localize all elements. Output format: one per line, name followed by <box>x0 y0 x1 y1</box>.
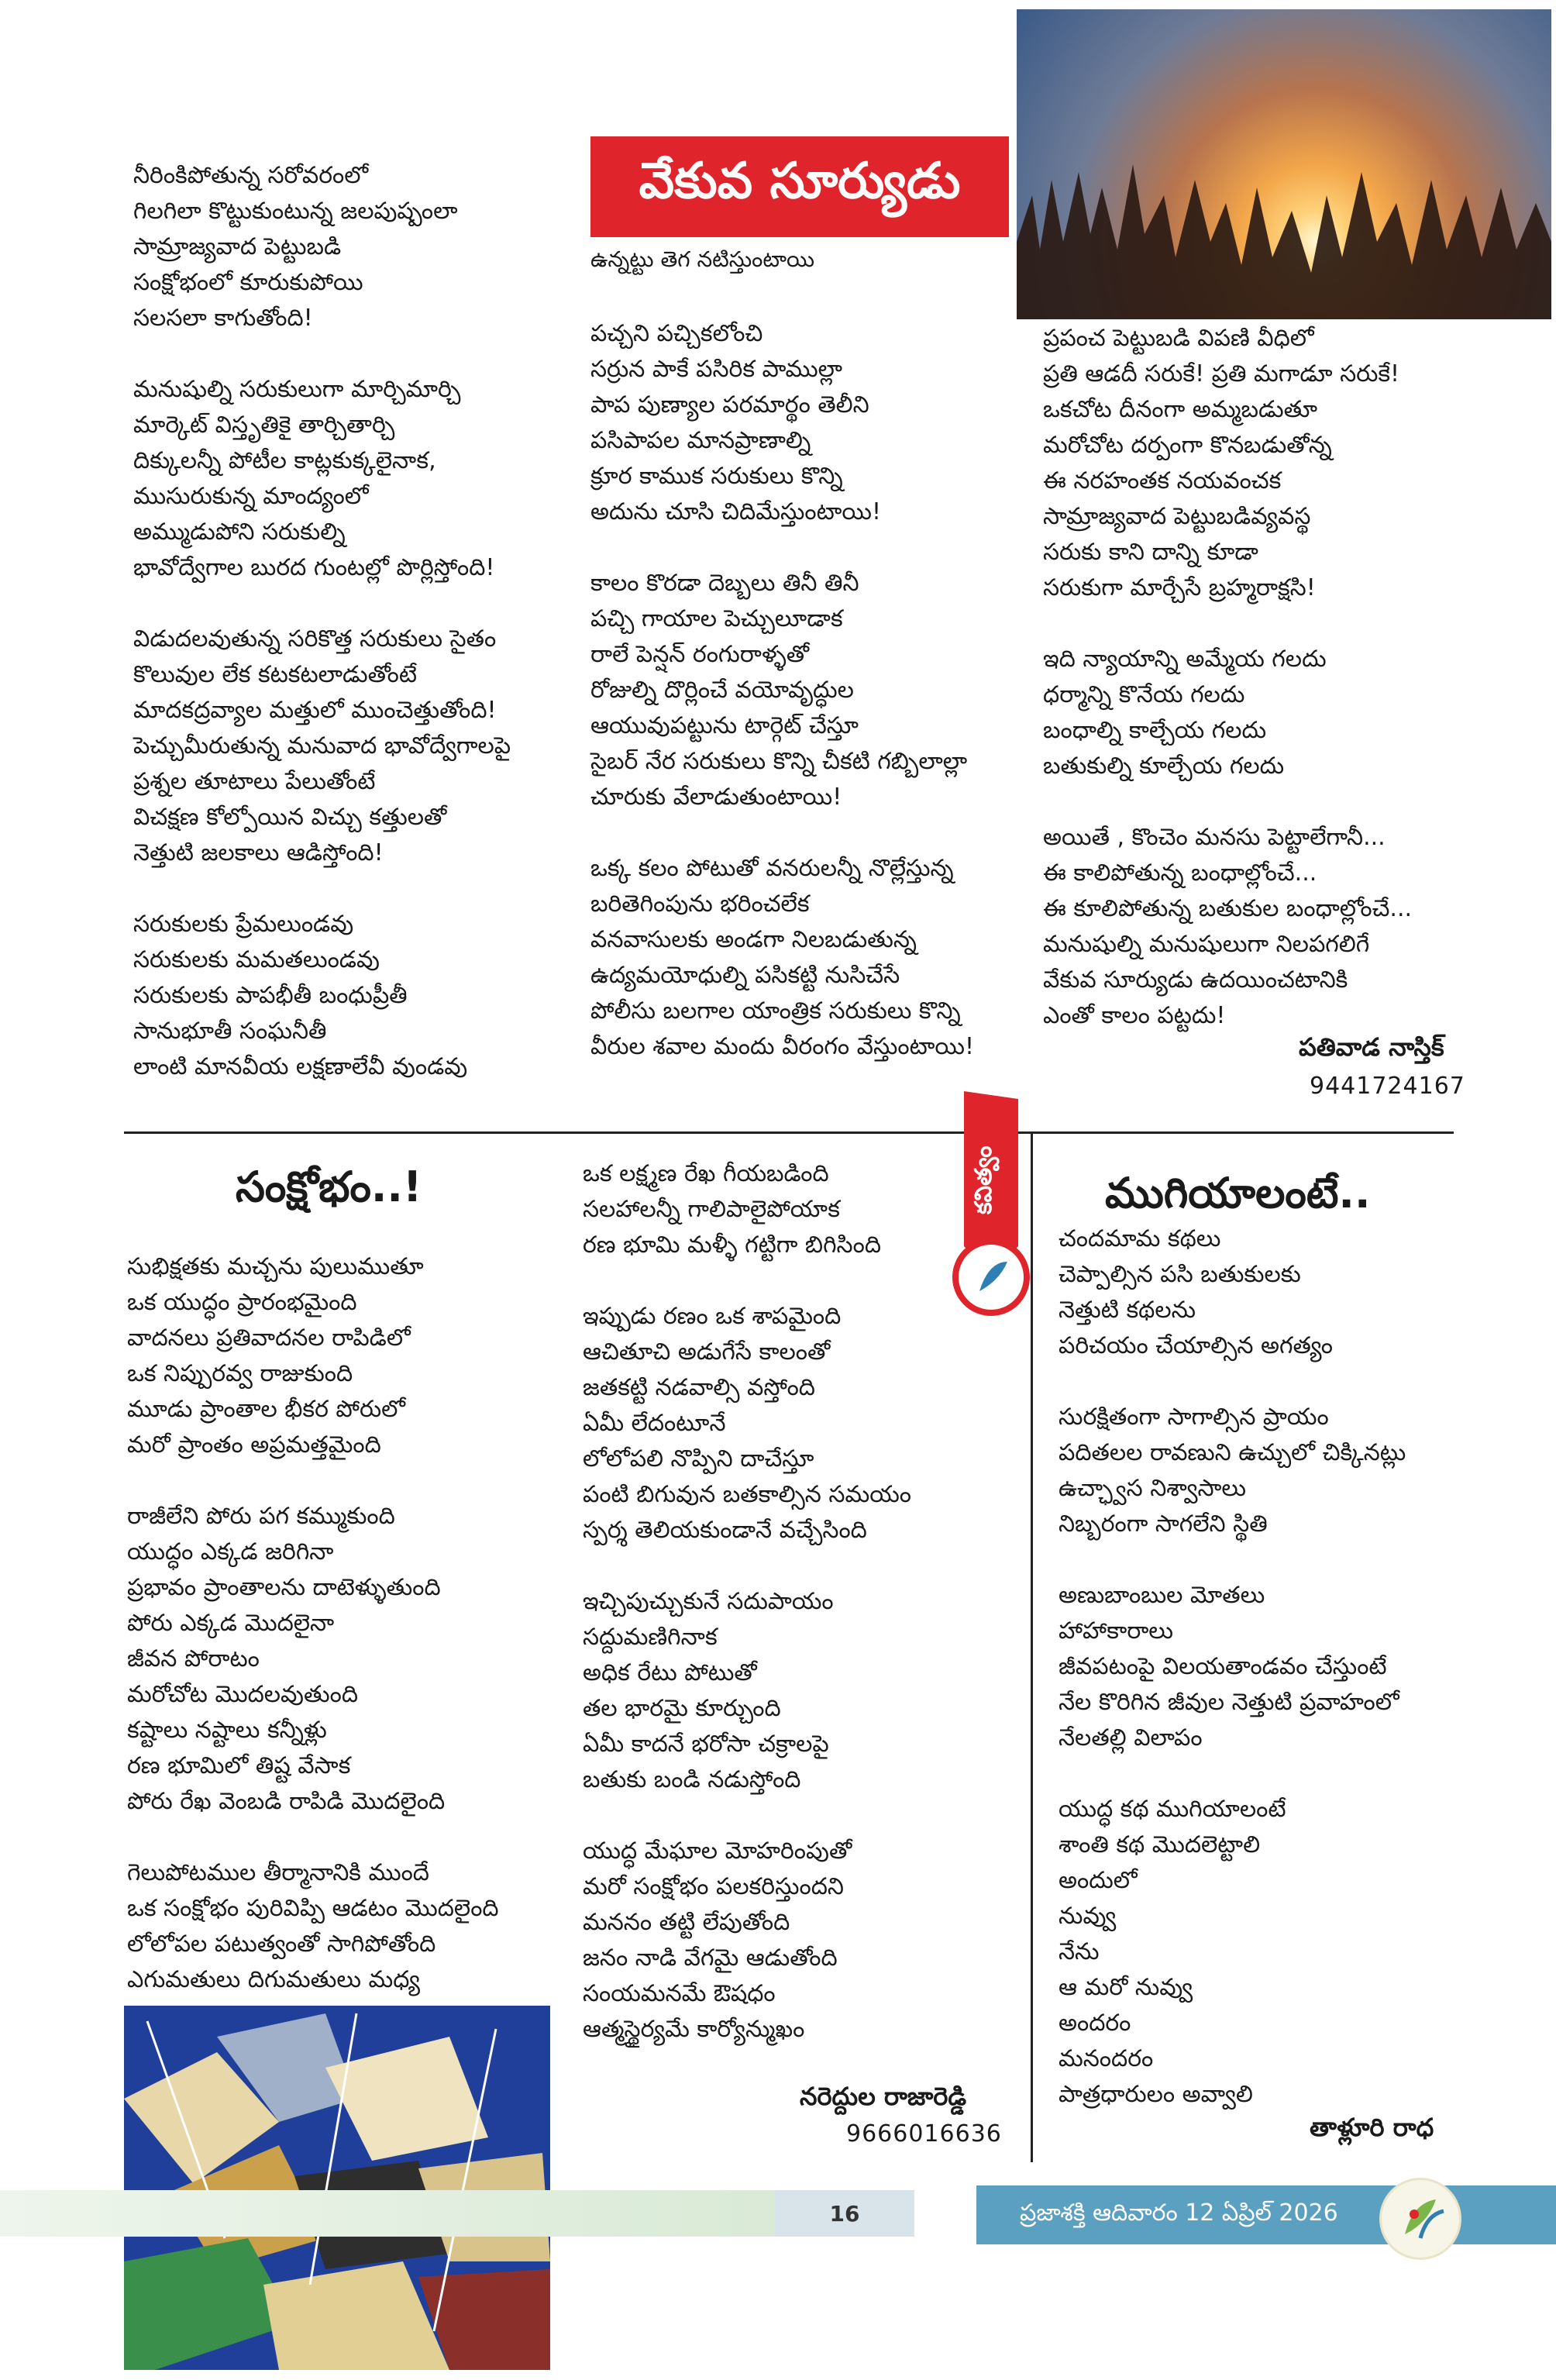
poem-line: నేలతల్లి విలాపం <box>1059 1724 1203 1751</box>
ribbon-label: కవిత్వం <box>970 1145 997 1215</box>
poem-line: ఎగుమతులు దిగుమతులు మధ్య <box>127 1966 420 1993</box>
poem-line: సుభిక్షతకు మచ్చను పులుముతూ <box>127 1253 424 1280</box>
poem-line: బతుకు బండి నడుస్తోంది <box>583 1766 801 1793</box>
poem1-subline: ఉన్నట్టు తెగ నటిస్తుంటాయి <box>590 246 814 272</box>
poem-line: పెచ్చుమీరుతున్న మనువాద భావోద్వేగాలపై <box>133 732 511 759</box>
poem-line: పసిపాపల మానప్రాణాల్ని <box>590 427 811 454</box>
poem-line: సలసలా కాగుతోంది! <box>133 305 313 332</box>
poem1-column-1 <box>133 158 583 1121</box>
poem-line: దిక్కులన్నీ పోటీల కాట్లకుక్కలైనాక, <box>133 447 436 474</box>
poem-line: పోరు రేఖ వెంబడి రాపిడి మొదలైంది <box>127 1788 446 1815</box>
poem-line: ఏమీ లేదంటూనే <box>583 1410 726 1437</box>
poem2-author: నరెద్దుల రాజారెడ్డి <box>800 2082 967 2111</box>
poem-line: ప్రశ్నల తూటాలు పేలుతోంటే <box>133 768 376 795</box>
poem-line: సామ్రాజ్యవాద పెట్టుబడివ్యవస్థ <box>1043 503 1311 530</box>
poem-line: మనుషుల్ని మనుషులుగా నిలపగలిగే <box>1043 931 1370 958</box>
poem-line: కష్టాలు నష్టాలు కన్నీళ్లు <box>127 1717 327 1744</box>
poem-line: ఇప్పుడు రణం ఒక శాపమైంది <box>583 1303 842 1330</box>
sunrise-hands-photo <box>1017 9 1551 319</box>
poem-line: పదితలల రావణుని ఉచ్చులో చిక్కినట్లు <box>1059 1439 1406 1466</box>
poem-line: పంటి బిగువున బతకాల్సిన సమయం <box>583 1481 911 1508</box>
poem-line: కాలం కొరడా దెబ్బలు తినీ తినీ <box>590 570 859 597</box>
poem-line: సలహాలన్నీ గాలిపాలైపోయాక <box>583 1196 840 1223</box>
poem-line: హాహాకారాలు <box>1059 1617 1173 1645</box>
poem3-title: ముగియాలంటే.. <box>1105 1169 1371 1218</box>
poem-line: భావోద్వేగాల బురద గుంటల్లో పొర్లిస్తోంది! <box>133 554 495 581</box>
poem-line: లోలోపల పటుత్వంతో సాగిపోతోంది <box>127 1931 436 1958</box>
poem3-body <box>1059 1221 1523 2148</box>
poem1-column-2 <box>590 316 1009 1100</box>
poem-line: మరోచోట దర్పంగా కొనబడుతోన్న <box>1043 432 1332 459</box>
poem-line: ఒకచోట దీనంగా అమ్మబడుతూ <box>1043 396 1318 423</box>
poem-line: చూరుకు వేలాడుతుంటాయి! <box>590 784 842 811</box>
poem-line: మననం తట్టి లేపుతోంది <box>583 1909 790 1936</box>
poem-line: బంధాల్ని కాల్చేయ గలదు <box>1043 717 1267 744</box>
poem-line: ముసురుకున్న మాంద్యంలో <box>133 483 369 510</box>
poem-line: పచ్చి గాయాల పెచ్చులూడాక <box>590 605 843 632</box>
poem-line: ప్రభావం ప్రాంతాలను దాటెళ్ళుతుంది <box>127 1574 441 1601</box>
poem-line: వీరుల శవాల మందు వీరంగం వేస్తుంటాయి! <box>590 1033 975 1060</box>
poem-line: వాదనలు ప్రతివాదనల రాపిడిలో <box>127 1324 411 1352</box>
poem-line: పాప పుణ్యాల పరమార్థం తెలీని <box>590 391 869 418</box>
poem3-author: తాళ్లూరి రాధ <box>1310 2113 1434 2142</box>
poem-line: జీవన పోరాటం <box>127 1645 260 1672</box>
poem-line: మనుషుల్ని సరుకులుగా మార్చిమార్చి <box>133 376 461 403</box>
poem-line: చందమామ కథలు <box>1059 1225 1221 1252</box>
poem-line: సంయమనమే ఔషధం <box>583 1980 776 2007</box>
poem-line: మూడు ప్రాంతాల భీకర పోరులో <box>127 1396 405 1423</box>
poem-line: చెప్పాల్సిన పసి బతుకులకు <box>1059 1261 1301 1288</box>
poem-line: రాజీలేని పోరు పగ కమ్ముకుంది <box>127 1503 395 1530</box>
poem-line: పరిచయం చేయాల్సిన అగత్యం <box>1059 1332 1333 1359</box>
poem-line: పాత్రధారులం అవ్వాలి <box>1059 2081 1253 2108</box>
poem-line: అదును చూసి చిదిమేస్తుంటాయి! <box>590 498 881 525</box>
poem-line: నెత్తుటి జలకాలు ఆడిస్తోంది! <box>133 839 384 866</box>
poem-line: స్పర్శ తెలియకుండానే వచ్చేసింది <box>583 1517 867 1544</box>
poem-line: మాదకద్రవ్యాల మత్తులో ముంచెత్తుతోంది! <box>133 697 497 724</box>
footer-band-left <box>0 2190 775 2237</box>
poem-line: ఆచితూచి అడుగేసే కాలంతో <box>583 1338 831 1366</box>
poem-line: అందరం <box>1059 2010 1131 2037</box>
poem-line: ఎంతో కాలం పట్టదు! <box>1043 1002 1226 1029</box>
poem-line: నువ్వు <box>1059 1903 1117 1930</box>
poem-line: పచ్చని పచ్చికలోంచి <box>590 320 763 347</box>
poem-line: అణుబాంబుల మోతలు <box>1059 1582 1265 1609</box>
poem-line: పోలీసు బలగాల యాంత్రిక సరుకులు కొన్ని <box>590 997 961 1025</box>
poem-line: ఆత్మస్థైర్యమే కార్యోన్ముఖం <box>583 2016 805 2043</box>
poem-line: ఈ నరహంతక నయవంచక <box>1043 467 1282 494</box>
poem-line: సరుకు కాని దాన్ని కూడా <box>1043 539 1258 566</box>
poem2-title: సంక్షోభం..! <box>236 1162 422 1211</box>
poem-line: ఒక నిప్పురవ్వ రాజుకుంది <box>127 1360 353 1387</box>
poem-line: జతకట్టి నడవాల్సి వస్తోంది <box>583 1374 815 1401</box>
poem-line: ఉద్యమయోధుల్ని పసికట్టి నుసిచేసే <box>590 962 900 989</box>
poem-line: శాంతి కథ మొదలెట్టాలి <box>1059 1831 1261 1858</box>
poem-line: సామ్రాజ్యవాద పెట్టుబడి <box>133 233 342 260</box>
poem-line: అధిక రేటు పోటుతో <box>583 1659 757 1686</box>
poem-line: ఇది న్యాయాన్ని అమ్మేయ గలదు <box>1043 646 1327 673</box>
poem-line: సంక్షోభంలో కూరుకుపోయి <box>133 269 363 296</box>
poem-line: ఏమీ కాదనే భరోసా చక్రాలపై <box>583 1731 829 1758</box>
poem-line: ఇచ్చిపుచ్చుకునే సదుపాయం <box>583 1588 834 1615</box>
poem-line: జనం నాడి వేగమై ఆడుతోంది <box>583 1944 838 1972</box>
poem-line: కొలువుల లేక కటకటలాడుతోంటే <box>133 661 417 688</box>
poem-line: విచక్షణ కోల్పోయిన విచ్చు కత్తులతో <box>133 804 447 831</box>
poem-line: మరో ప్రాంతం అప్రమత్తమైంది <box>127 1431 381 1459</box>
poem-line: సురక్షితంగా సాగాల్సిన ప్రాయం <box>1059 1404 1329 1431</box>
poem-line: ఆయువుపట్టును టార్గెట్ చేస్తూ <box>590 712 859 739</box>
poem-line: లోలోపలి నొప్పిని దాచేస్తూ <box>583 1445 814 1472</box>
poem2-phone: 9666016636 <box>846 2120 1002 2148</box>
poem-line: నిబ్బరంగా సాగలేని స్థితి <box>1059 1510 1268 1538</box>
poem-line: గిలగిలా కొట్టుకుంటున్న జలపుష్పంలా <box>133 198 458 225</box>
poem-line: పోరు ఎక్కడ మొదలైనా <box>127 1610 335 1637</box>
poem-line: వేకువ సూర్యుడు ఉదయించటానికి <box>1043 966 1348 994</box>
poem-line: సరుకులకు ప్రేమలుండవు <box>133 911 354 938</box>
poem-line: సరుకులకు పాపభీతీ బంధుప్రీతీ <box>133 982 408 1009</box>
poem-line: ఉచ్ఛ్వాస నిశ్వాసాలు <box>1059 1475 1247 1502</box>
poem-line: నెత్తుటి కథలను <box>1059 1297 1196 1324</box>
poem-line: అందులో <box>1059 1867 1138 1894</box>
poem1-column-3 <box>1043 321 1523 1069</box>
horizontal-divider <box>124 1131 1454 1134</box>
poem-line: ప్రతి ఆడదీ సరుకే! ప్రతి మగాడూ సరుకే! <box>1043 360 1400 387</box>
poem-line: రణ భూమి మళ్ళీ గట్టిగా బిగిసింది <box>583 1231 882 1259</box>
poem-line: ఈ కూలిపోతున్న బతుకుల బంధాల్లోంచే... <box>1043 895 1413 922</box>
poem1-author: పతివాడ నాస్తిక్ <box>1299 1032 1444 1062</box>
poem-line: ధర్మాన్ని కొనేయ గలదు <box>1043 681 1245 708</box>
poem-line: ఒక యుద్ధం ప్రారంభమైంది <box>127 1289 357 1316</box>
poem-line: ప్రపంచ పెట్టుబడి విపణి వీధిలో <box>1043 325 1314 352</box>
poem-line: సద్దుమణిగినాక <box>583 1624 718 1651</box>
poem-line: సానుభూతీ సంఘనీతీ <box>133 1018 327 1045</box>
poem-line: నేను <box>1059 1938 1100 1965</box>
poem-line: ఒక సంక్షోభం పురివిప్పి ఆడటం మొదలైంది <box>127 1895 499 1922</box>
poem-line: అయితే , కొంచెం మనసు పెట్టాలేగానీ... <box>1043 824 1386 851</box>
poem-line: మార్కెట్ విస్తృతికై తార్చితార్చి <box>133 412 395 439</box>
abstract-painting <box>124 2006 550 2370</box>
poem-line: రణ భూమిలో తిష్ట వేసాక <box>127 1752 351 1779</box>
poem-line: యుద్ధ కథ ముగియాలంటే <box>1059 1796 1286 1823</box>
footer-publication-date: ప్రజాశక్తి ఆదివారం 12 ఏప్రిల్ 2026 <box>1020 2199 1338 2227</box>
poem-line: మనందరం <box>1059 2045 1154 2072</box>
poem-line: యుద్ధ మేఘాల మోహరింపుతో <box>583 1838 852 1865</box>
poem-line: యుద్ధం ఎక్కడ జరిగినా <box>127 1538 334 1565</box>
poem-line: ఆ మరో నువ్వు <box>1059 1974 1193 2001</box>
poem-line: ఈ కాలిపోతున్న బంధాల్లోంచే... <box>1043 859 1317 887</box>
poem-line: రోజుల్ని దొర్లించే వయోవృద్ధుల <box>590 677 854 704</box>
poem1-phone: 9441724167 <box>1310 1073 1465 1100</box>
publication-logo-icon <box>1379 2178 1461 2260</box>
poem1-title: వేకువ సూర్యుడు <box>590 136 1009 237</box>
poem-line: వనవాసులకు అండగా నిలబడుతున్న <box>590 926 917 953</box>
poem-line: సర్రున పాకే పసిరిక పాముల్లా <box>590 356 843 383</box>
poem-line: ఒక లక్ష్మణ రేఖ గీయబడింది <box>583 1160 829 1187</box>
poem-line: తల భారమై కూర్చుంది <box>583 1695 781 1722</box>
poem-line: సరుకుగా మార్చేసే బ్రహ్మరాక్షసి! <box>1043 574 1316 601</box>
poem-line: సరుకులకు మమతలుండవు <box>133 946 380 973</box>
page-number: 16 <box>775 2190 914 2237</box>
poem-line: మరోచోట మొదలవుతుంది <box>127 1681 359 1708</box>
poem-line: బరితెగింపును భరించలేక <box>590 890 810 918</box>
poem2-column-2 <box>583 1156 1017 2083</box>
poem-line: సైబర్ నేర సరుకులు కొన్ని చీకటి గబ్బిలాల్లా <box>590 748 968 775</box>
poem-line: క్రూర కాముక సరుకులు కొన్ని <box>590 463 843 490</box>
poem-line: నీరింకిపోతున్న సరోవరంలో <box>133 162 369 189</box>
poem-line: అమ్ముడుపోని సరుకుల్ని <box>133 518 346 546</box>
poem-line: బతుకుల్ని కూల్చేయ గలదు <box>1043 753 1285 780</box>
poem-line: నేల కొరిగిన జీవుల నెత్తుటి ప్రవాహంలో <box>1059 1689 1399 1716</box>
poem-line: రాలే పెన్షన్ రంగురాళ్ళతో <box>590 641 809 668</box>
poem-line: విడుదలవుతున్న సరికొత్త సరుకులు సైతం <box>133 625 497 653</box>
poem-line: లాంటి మానవీయ లక్షణాలేవీ వుండవు <box>133 1053 468 1080</box>
poem-line: ఒక్క కలం పోటుతో వనరులన్నీ నొల్లేస్తున్న <box>590 855 954 882</box>
poem-line: గెలుపోటముల తీర్మానానికి ముందే <box>127 1859 429 1886</box>
poem-line: మరో సంక్షోభం పలకరిస్తుందని <box>583 1873 844 1900</box>
poem2-column-1 <box>127 1249 561 2034</box>
poem-line: జీవపటంపై విలయతాండవం చేస్తుంటే <box>1059 1653 1387 1680</box>
